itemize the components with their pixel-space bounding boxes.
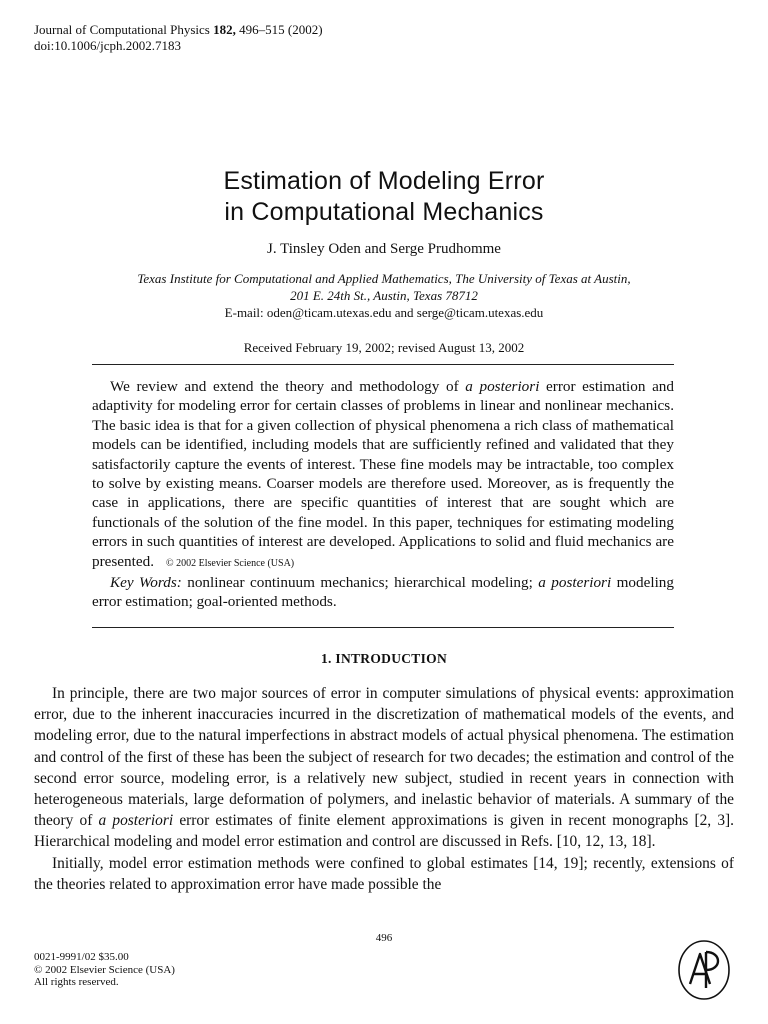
affiliation: [0, 270, 768, 321]
keywords-part-2: modeling error estimation; goal-oriented methods.: [92, 574, 674, 611]
keywords-part-1: nonlinear continuum mechanics; hierarchical modeling;: [181, 574, 539, 592]
paragraph-1-part-2: error estimates of finite element approximations is given in recent monographs [2, 3]. Hierarchical modeling and model error estimation and control are discussed in Refs. [10, 12, 13, 18].: [34, 812, 734, 851]
paragraph-1: [34, 683, 734, 853]
footer-code: 0021-9991/02 $35.00: [34, 951, 129, 963]
paragraph-1-italic-term: a posteriori: [98, 812, 174, 830]
footer-notes: [34, 951, 175, 989]
abstract-top-rule: [92, 364, 674, 365]
abstract-copyright: © 2002 Elsevier Science (USA): [166, 557, 295, 569]
paragraph-1-part-1: In principle, there are two major sources of error in computer simulations of physical events: approximation error, due to the inherent inaccuracies incurred in the discretization of mathematical models of the events, and modeling error, due to the natural imperfections in abstract models of actual physical phenomena. The estimation and control of the first of these has been the subject of research for two decades; the estimation and control of the second error source, modeling error, is a relatively new subject, studied in recent years in connection with heterogeneous materials, large deformation of polymers, and inelastic behavior of materials. A summary of the theory of: [34, 685, 734, 830]
received-dates: Received February 19, 2002; revised August 13, 2002: [243, 340, 525, 355]
section-heading: 1. INTRODUCTION: [320, 651, 447, 666]
journal-pages-year: 496–515 (2002): [239, 22, 323, 37]
keywords: [92, 573, 674, 612]
section-body: [34, 683, 734, 895]
keywords-label: Key Words:: [110, 574, 182, 592]
footer-copyright: © 2002 Elsevier Science (USA): [34, 963, 175, 976]
authors: J. Tinsley Oden and Serge Prudhomme: [267, 241, 501, 257]
page-number: 496: [375, 932, 393, 944]
affiliation-line-2: 201 E. 24th St., Austin, Texas 78712: [290, 288, 478, 303]
journal-citation: [34, 22, 323, 38]
abstract-italic-term: a posteriori: [465, 378, 540, 395]
title-line-1: Estimation of Modeling Error: [223, 167, 545, 195]
abstract-text-part-1: We review and extend the theory and methodology of: [110, 378, 466, 395]
footer-rights: All rights reserved.: [34, 976, 119, 988]
abstract: [92, 377, 674, 612]
author-emails: E-mail: oden@ticam.utexas.edu and serge@ticam.utexas.edu: [224, 305, 544, 320]
journal-doi: doi:10.1006/jcph.2002.7183: [34, 38, 181, 53]
paper-title: [0, 166, 768, 228]
journal-header: [34, 22, 323, 54]
journal-volume: 182,: [213, 22, 236, 37]
keywords-italic-term: a posteriori: [538, 574, 612, 592]
abstract-bottom-rule: [92, 627, 674, 628]
paragraph-2: Initially, model error estimation methods were confined to global estimates [14, 19]; recently, extensions of the theories related to approximation error have made possible the: [34, 854, 734, 893]
abstract-text-part-2: error estimation and adaptivity for modeling error for certain classes of problems in linear and nonlinear mechanics. The basic idea is that for a given collection of physical phenomena a rich class of mathematical models can be identified, including models that are sufficiently refined and validated that they satisfactorily capture the events of interest. These fine models may be intractable, too complex to solve by existing means. Coarser models are therefore used. Moreover, as is frequently the case in applications, there are specific quantities of interest that are sought which are functionals of the solution of the fine model. In this paper, techniques for estimating modeling errors in such quantities of interest are developed. Applications to solid and fluid mechanics are presented.: [92, 378, 674, 570]
publisher-logo-icon: [676, 938, 732, 1002]
affiliation-line-1: Texas Institute for Computational and Applied Mathematics, The University of Texas at Austin,: [137, 271, 631, 286]
title-line-2: in Computational Mechanics: [224, 198, 544, 226]
journal-name: Journal of Computational Physics: [34, 22, 210, 37]
abstract-text: [92, 377, 674, 573]
